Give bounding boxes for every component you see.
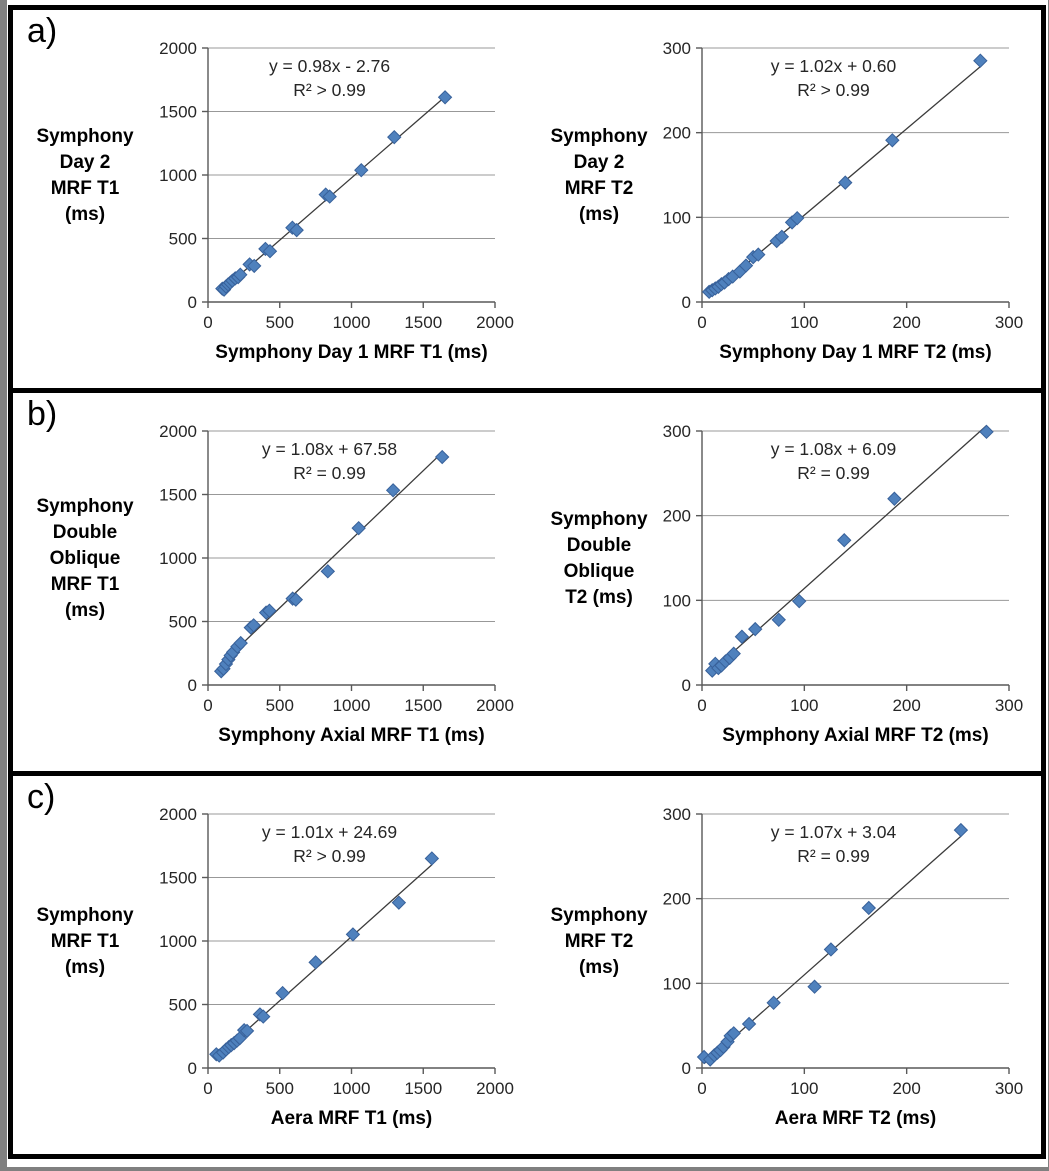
scatter-point	[388, 131, 401, 144]
panel-c-charts	[13, 776, 1041, 1130]
x-axis-title: Symphony Day 1 MRF T1 (ms)	[215, 342, 488, 363]
x-tick-label: 100	[790, 1079, 819, 1098]
scatter-point	[425, 852, 438, 865]
y-axis-title-line: MRF T1	[50, 178, 120, 199]
x-tick-label: 100	[790, 313, 819, 332]
scatter-point	[276, 987, 289, 1000]
panel-c	[8, 771, 1046, 1159]
x-tick-label: 1000	[332, 1079, 371, 1098]
y-tick-label: 200	[662, 123, 691, 143]
chart-a-left-t1	[13, 12, 527, 364]
y-axis-title-line: Symphony	[36, 496, 134, 517]
y-tick-label: 2000	[159, 805, 197, 824]
x-tick-label: 1000	[332, 696, 371, 715]
x-tick-label: 1500	[404, 313, 443, 332]
x-tick-label: 1500	[404, 1079, 443, 1098]
y-tick-label: 1000	[159, 932, 197, 951]
scatter-point	[862, 901, 875, 914]
equation-label: y = 1.01x + 24.69	[261, 822, 398, 842]
x-axis-title: Aera MRF T2 (ms)	[774, 1108, 937, 1129]
chart-b-right-t2	[527, 395, 1041, 747]
y-axis-title-line: Symphony	[36, 126, 134, 147]
scatter-point	[436, 451, 449, 464]
x-tick-label: 200	[892, 1079, 921, 1098]
x-tick-label: 0	[697, 696, 707, 715]
y-axis-title-line: (ms)	[578, 204, 620, 225]
y-axis-title-line: T2 (ms)	[565, 587, 633, 608]
chart-c-left-t1	[13, 778, 527, 1130]
x-axis-title: Symphony Day 1 MRF T2 (ms)	[719, 342, 992, 363]
x-tick-label: 500	[265, 313, 294, 332]
x-tick-label: 2000	[476, 313, 514, 332]
r-squared-label: R² = 0.99	[293, 463, 366, 483]
y-axis-title-line: Symphony	[550, 126, 648, 147]
x-tick-label: 200	[892, 696, 921, 715]
panel-c-label: c)	[27, 778, 56, 816]
y-axis-title-line: MRF T1	[50, 931, 120, 952]
scatter-point	[839, 176, 852, 189]
x-axis-title: Symphony Axial MRF T1 (ms)	[218, 725, 485, 746]
y-tick-label: 0	[681, 293, 691, 312]
scatter-point	[439, 91, 452, 104]
y-tick-label: 0	[681, 1059, 691, 1078]
y-tick-label: 0	[187, 1059, 197, 1078]
y-axis-title-line: Double	[566, 535, 632, 556]
scatter-point	[749, 623, 762, 636]
panel-a	[8, 5, 1046, 393]
y-tick-label: 500	[168, 995, 197, 1015]
y-tick-label: 1500	[159, 485, 197, 505]
y-tick-label: 2000	[159, 39, 197, 58]
equation-label: y = 1.02x + 0.60	[770, 56, 897, 76]
y-axis-title-line: Symphony	[36, 905, 134, 926]
y-axis-title-line: Oblique	[563, 561, 635, 582]
y-axis-title-line: Day 2	[573, 152, 625, 173]
y-axis-title-line: Symphony	[550, 905, 648, 926]
x-tick-label: 0	[203, 696, 213, 715]
y-tick-label: 1000	[159, 166, 197, 185]
y-axis-title-line: MRF T2	[564, 931, 634, 952]
y-tick-label: 300	[662, 39, 691, 58]
y-axis-title-line: (ms)	[64, 957, 106, 978]
x-tick-label: 0	[203, 1079, 213, 1098]
x-tick-label: 0	[697, 313, 707, 332]
y-axis-title-line: (ms)	[64, 204, 106, 225]
y-tick-label: 500	[168, 229, 197, 249]
r-squared-label: R² > 0.99	[293, 846, 366, 866]
y-tick-label: 200	[662, 889, 691, 909]
y-tick-label: 100	[662, 974, 691, 994]
scatter-point	[954, 824, 967, 837]
x-tick-label: 2000	[476, 696, 514, 715]
x-axis-title: Symphony Axial MRF T2 (ms)	[722, 725, 989, 746]
x-tick-label: 200	[892, 313, 921, 332]
x-tick-label: 500	[265, 1079, 294, 1098]
panel-a-label: a)	[27, 12, 58, 50]
panel-a-charts	[13, 10, 1041, 364]
scatter-point	[309, 956, 322, 969]
y-axis-title-line: Oblique	[49, 548, 121, 569]
y-tick-label: 1500	[159, 102, 197, 122]
scatter-point	[352, 522, 365, 535]
chart-b-left-t1	[13, 395, 527, 747]
y-tick-label: 0	[187, 676, 197, 695]
chart-c-right-t2	[527, 778, 1041, 1130]
x-tick-label: 0	[203, 313, 213, 332]
y-axis-title-line: MRF T2	[564, 178, 634, 199]
y-axis-title-line: (ms)	[64, 600, 106, 621]
y-tick-label: 200	[662, 506, 691, 526]
y-tick-label: 1500	[159, 868, 197, 888]
y-tick-label: 300	[662, 805, 691, 824]
r-squared-label: R² = 0.99	[797, 846, 870, 866]
x-tick-label: 300	[994, 1079, 1024, 1098]
panel-b-charts	[13, 393, 1041, 747]
y-axis-title-line: Day 2	[59, 152, 111, 173]
x-tick-label: 500	[265, 696, 294, 715]
figure-page	[7, 0, 1048, 1167]
y-tick-label: 0	[681, 676, 691, 695]
equation-label: y = 0.98x - 2.76	[268, 56, 391, 76]
panel-b-label: b)	[27, 395, 58, 433]
y-axis-title-line: Double	[52, 522, 118, 543]
x-tick-label: 2000	[476, 1079, 514, 1098]
x-tick-label: 300	[994, 313, 1024, 332]
x-tick-label: 1500	[404, 696, 443, 715]
scatter-point	[974, 54, 987, 67]
y-axis-title-line: MRF T1	[50, 574, 120, 595]
panel-b	[8, 388, 1046, 776]
y-tick-label: 100	[662, 208, 691, 228]
x-axis-title: Aera MRF T1 (ms)	[270, 1108, 433, 1129]
chart-a-right-t2	[527, 12, 1041, 364]
scatter-point	[735, 630, 748, 643]
r-squared-label: R² = 0.99	[797, 463, 870, 483]
scatter-point	[980, 425, 993, 438]
equation-label: y = 1.08x + 67.58	[261, 439, 398, 459]
y-tick-label: 0	[187, 293, 197, 312]
r-squared-label: R² > 0.99	[293, 80, 366, 100]
y-axis-title-line: Symphony	[550, 509, 648, 530]
y-tick-label: 1000	[159, 549, 197, 568]
x-tick-label: 100	[790, 696, 819, 715]
y-tick-label: 500	[168, 612, 197, 632]
y-axis-title-line: (ms)	[578, 957, 620, 978]
y-tick-label: 100	[662, 591, 691, 611]
equation-label: y = 1.07x + 3.04	[770, 822, 897, 842]
x-tick-label: 0	[697, 1079, 707, 1098]
y-tick-label: 300	[662, 422, 691, 441]
r-squared-label: R² > 0.99	[797, 80, 870, 100]
y-tick-label: 2000	[159, 422, 197, 441]
scatter-point	[838, 534, 851, 547]
x-tick-label: 300	[994, 696, 1024, 715]
scatter-point	[824, 943, 837, 956]
x-tick-label: 1000	[332, 313, 371, 332]
scatter-point	[808, 980, 821, 993]
equation-label: y = 1.08x + 6.09	[770, 439, 897, 459]
